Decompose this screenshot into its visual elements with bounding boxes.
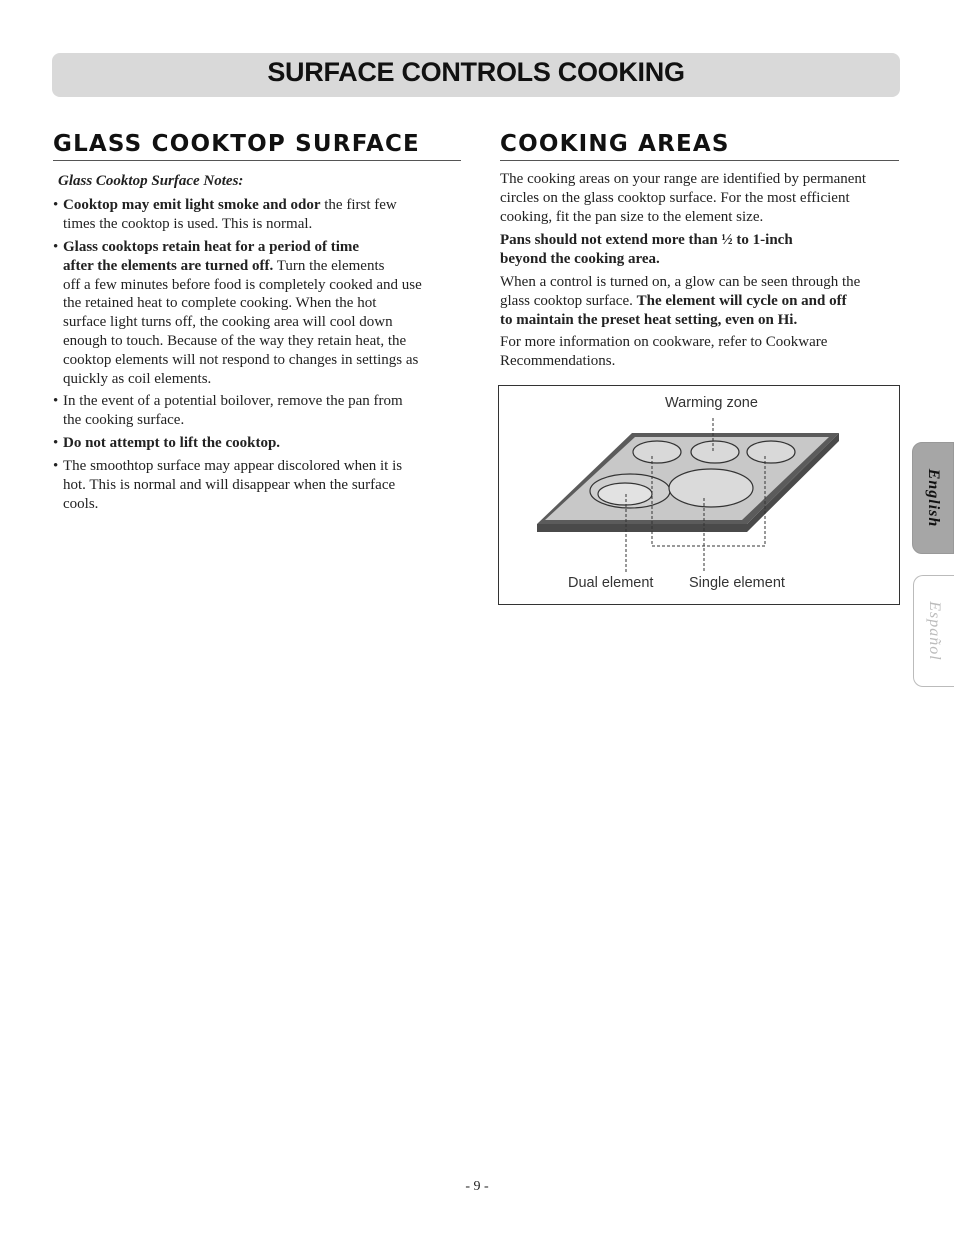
bullet-smoke-text: the first few — [320, 197, 397, 213]
retain-line: cooktop elements will not respond to changes in settings as — [63, 351, 419, 368]
retain-line: off a few minutes before food is completely cooked and use — [63, 276, 422, 293]
glow-line3-bold: to maintain the preset heat setting, even on Hi. — [500, 311, 798, 328]
tab-espanol[interactable] — [913, 575, 954, 687]
do-not-lift-text: Do not attempt to lift the cooktop. — [63, 435, 281, 451]
glow-paragraph — [500, 273, 900, 329]
page-number: - 9 - — [465, 1179, 489, 1194]
bullet-smoke-text-2: times the cooktop is used. This is normal. — [63, 215, 313, 232]
notes-title: Glass Cooktop Surface Notes: — [58, 173, 244, 189]
retain-line: the retained heat to complete cooking. When the hot — [63, 295, 377, 312]
pans-warning-line2: beyond the cooking area. — [500, 250, 660, 267]
cookware-reference — [500, 333, 900, 371]
cookware-line2: Recommendations. — [500, 352, 616, 369]
retain-line: surface light turns off, the cooking area will cool down — [63, 314, 393, 331]
bullet-marker: • — [53, 197, 59, 213]
rear-right-element — [747, 441, 795, 463]
retain-bold-1: Glass cooktops retain heat for a period of time — [63, 239, 360, 255]
para1-line: The cooking areas on your range are identified by permanent — [500, 171, 867, 187]
dual-element-inner — [598, 483, 652, 505]
glow-line1: When a control is turned on, a glow can be seen through the — [500, 274, 861, 290]
pans-warning — [500, 231, 900, 269]
cooking-areas-para1 — [500, 170, 900, 226]
discolored-line: The smoothtop surface may appear discolored when it is — [63, 458, 403, 474]
glow-line2-plain: glass cooktop surface. — [500, 292, 637, 309]
cooking-areas-heading: COOKING AREAS — [500, 130, 899, 161]
boilover-line: In the event of a potential boilover, remove the pan from — [63, 393, 403, 409]
warming-zone-label: Warming zone — [665, 395, 758, 411]
tab-espanol-label: Español — [926, 601, 943, 661]
retain-bold-2: after the elements are turned off. — [63, 257, 274, 274]
para1-line: circles on the glass cooktop surface. For the most efficient — [500, 189, 850, 206]
single-element-label: Single element — [689, 575, 785, 591]
single-element — [669, 469, 753, 507]
banner-title: SURFACE CONTROLS COOKING — [267, 57, 685, 87]
retain-line: enough to touch. Because of the way they retain heat, the — [63, 332, 407, 349]
cookware-line1: For more information on cookware, refer to Cookware — [500, 334, 828, 350]
para1-line: cooking, fit the pan size to the element size. — [500, 208, 764, 225]
bullet-smoke-bold: Cooktop may emit light smoke and odor — [63, 197, 321, 213]
retain-text-2: Turn the elements — [273, 257, 385, 274]
bullet-marker: • — [53, 458, 59, 474]
warming-zone-element — [691, 441, 739, 463]
cooktop-illustration — [499, 386, 899, 604]
bullet-marker: • — [53, 393, 59, 409]
pans-warning-line1: Pans should not extend more than ½ to 1-inch — [500, 232, 793, 248]
glow-line2-bold: The element will cycle on and off — [636, 292, 847, 309]
discolored-line: cools. — [63, 495, 99, 512]
section-banner — [52, 53, 900, 97]
tab-english-label: English — [925, 468, 942, 528]
tab-english[interactable] — [912, 442, 954, 554]
bullet-marker: • — [53, 239, 59, 255]
bullet-marker: • — [53, 435, 59, 451]
cooktop-diagram — [498, 385, 900, 605]
dual-element-label: Dual element — [568, 575, 654, 591]
retain-line: quickly as coil elements. — [63, 370, 212, 387]
boilover-line: the cooking surface. — [63, 411, 185, 428]
discolored-line: hot. This is normal and will disappear when the surface — [63, 476, 396, 493]
rear-left-element — [633, 441, 681, 463]
glass-cooktop-heading: GLASS COOKTOP SURFACE — [53, 130, 461, 161]
